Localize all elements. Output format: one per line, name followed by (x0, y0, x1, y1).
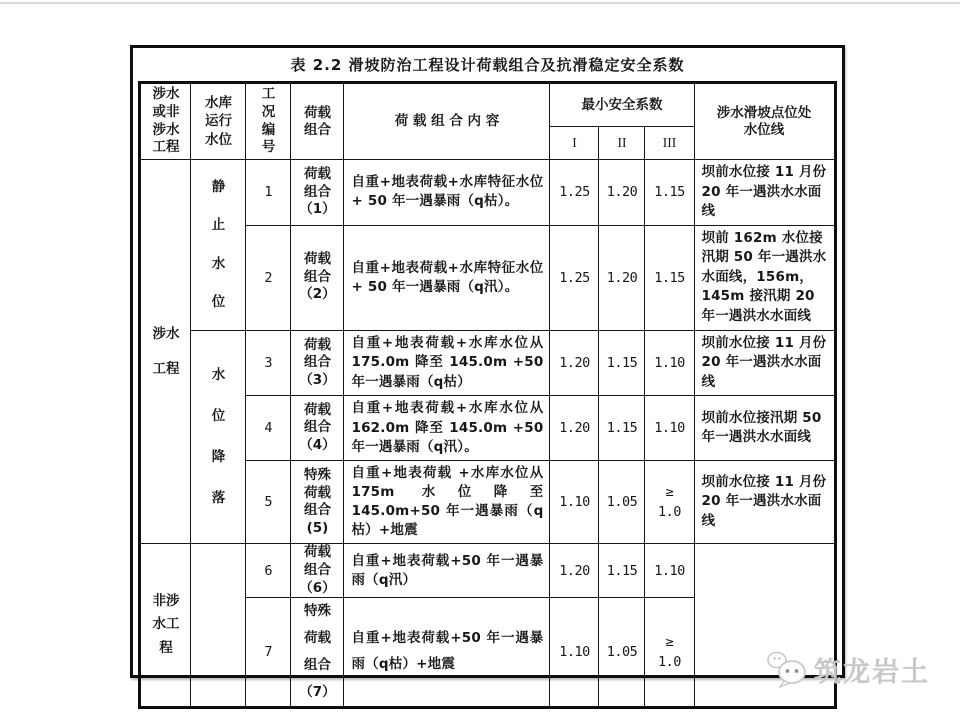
safety-i-cell: 1.20 (550, 330, 599, 396)
combo-cell: 荷载 组合 （3） (291, 330, 344, 396)
header-cell-waterline: 涉水滑坡点位处 水位线 (694, 83, 835, 160)
header-cell-reservoir-level: 水库 运行 水位 (191, 83, 246, 160)
combo-cell: 荷载 组合 （2） (291, 225, 344, 330)
load-combination-table (138, 81, 836, 709)
content-cell: 自重+地表荷载 +水库水位从 175m 水位降至 145.0m+50 年一遇暴雨（q枯）+地震 (344, 460, 550, 544)
waterline-cell: 坝前水位接 11 月份 20 年一遇洪水水面线 (694, 330, 835, 396)
combo-cell: 荷载 组合 （4） (291, 396, 344, 460)
table-title: 表 2.2 滑坡防治工程设计荷载组合及抗滑稳定安全系数 (290, 56, 685, 74)
safety-iii-cell: 1.15 (645, 225, 694, 330)
header-cell-min-safety: 最小安全系数 (550, 83, 694, 127)
content-cell: 自重+地表荷载+50 年一遇暴雨（q汛） (344, 544, 550, 598)
safety-ii-cell: 1.05 (599, 598, 645, 708)
content-cell: 自重+地表荷载+水库特征水位 + 50 年一遇暴雨（q汛）。 (344, 225, 550, 330)
reservoir-level-empty-cell (191, 544, 246, 708)
safety-i-cell: 1.25 (550, 160, 599, 226)
case-no-cell: 2 (246, 225, 291, 330)
combo-cell: 特殊 荷载 组合 (5) (291, 460, 344, 544)
combo-cell: 荷载 组合 （6） (291, 544, 344, 598)
waterline-cell: 坝前水位接汛期 50 年一遇洪水水面线 (694, 396, 835, 460)
group-cell-drawdown: 水 位 降 落 (191, 330, 246, 544)
safety-i-cell: 1.10 (550, 460, 599, 544)
table-row (140, 330, 835, 396)
case-no-cell: 1 (246, 160, 291, 226)
document-frame (130, 45, 845, 701)
header-cell-case-no: 工 况 编 号 (246, 83, 291, 160)
content-cell: 自重+地表荷载+水库水位从 175.0m 降至 145.0m +50 年一遇暴雨（q枯） (344, 330, 550, 396)
table-row (140, 544, 835, 598)
safety-ii-cell: 1.15 (599, 544, 645, 598)
case-no-cell: 3 (246, 330, 291, 396)
safety-iii-cell: 1.10 (645, 396, 694, 460)
header-cell-project: 涉水 或非 涉水 工程 (140, 83, 191, 160)
table-row (140, 160, 835, 226)
group-cell-static-level: 静 止 水 位 (191, 160, 246, 331)
safety-ii-cell: 1.20 (599, 160, 645, 226)
header-cell-load-combo: 荷载 组合 (291, 83, 344, 160)
case-no-cell: 6 (246, 544, 291, 598)
safety-ii-cell: 1.15 (599, 330, 645, 396)
safety-i-cell: 1.20 (550, 544, 599, 598)
watermark-text: 筑龙岩土 (814, 656, 930, 688)
waterline-cell: 坝前 162m 水位接汛期 50 年一遇洪水水面线，156m，145m 接汛期 20 年一遇洪水水面线 (694, 225, 835, 330)
combo-cell: 荷载 组合 （1） (291, 160, 344, 226)
safety-ii-cell: 1.05 (599, 460, 645, 544)
header-cell-grade-2: II (599, 127, 645, 160)
safety-iii-cell: 1.10 (645, 544, 694, 598)
safety-ii-cell: 1.20 (599, 225, 645, 330)
safety-i-cell: 1.10 (550, 598, 599, 708)
group-cell-non-wading: 非涉 水工 程 (140, 544, 191, 708)
content-cell: 自重+地表荷载+50 年一遇暴雨（q枯）+地震 (344, 598, 550, 708)
safety-iii-cell: 1.15 (645, 160, 694, 226)
watermark (766, 648, 930, 690)
chat-bubbles-face-icon (766, 648, 812, 690)
content-cell: 自重+地表荷载+水库水位从 162.0m 降至 145.0m +50 年一遇暴雨（q汛）。 (344, 396, 550, 460)
safety-iii-cell: ≥ 1.0 (645, 460, 694, 544)
safety-i-cell: 1.20 (550, 396, 599, 460)
header-row-1 (140, 83, 835, 127)
safety-iii-cell: ≥ 1.0 (645, 598, 694, 708)
combo-cell: 特殊 荷载 组合 （7） (291, 598, 344, 708)
case-no-cell: 4 (246, 396, 291, 460)
header-cell-grade-3: III (645, 127, 694, 160)
safety-iii-cell: 1.10 (645, 330, 694, 396)
content-cell: 自重+地表荷载+水库特征水位 + 50 年一遇暴雨（q枯）。 (344, 160, 550, 226)
safety-ii-cell: 1.15 (599, 396, 645, 460)
waterline-cell: 坝前水位接 11 月份 20 年一遇洪水水面线 (694, 160, 835, 226)
safety-i-cell: 1.25 (550, 225, 599, 330)
group-cell-wading: 涉水 工程 (140, 160, 191, 544)
scan-artifact-line (0, 2, 960, 4)
case-no-cell: 7 (246, 598, 291, 708)
header-cell-grade-1: I (550, 127, 599, 160)
case-no-cell: 5 (246, 460, 291, 544)
waterline-cell: 坝前水位接 11 月份 20 年一遇洪水水面线 (694, 460, 835, 544)
header-cell-combo-content: 荷 载 组 合 内 容 (344, 83, 550, 160)
